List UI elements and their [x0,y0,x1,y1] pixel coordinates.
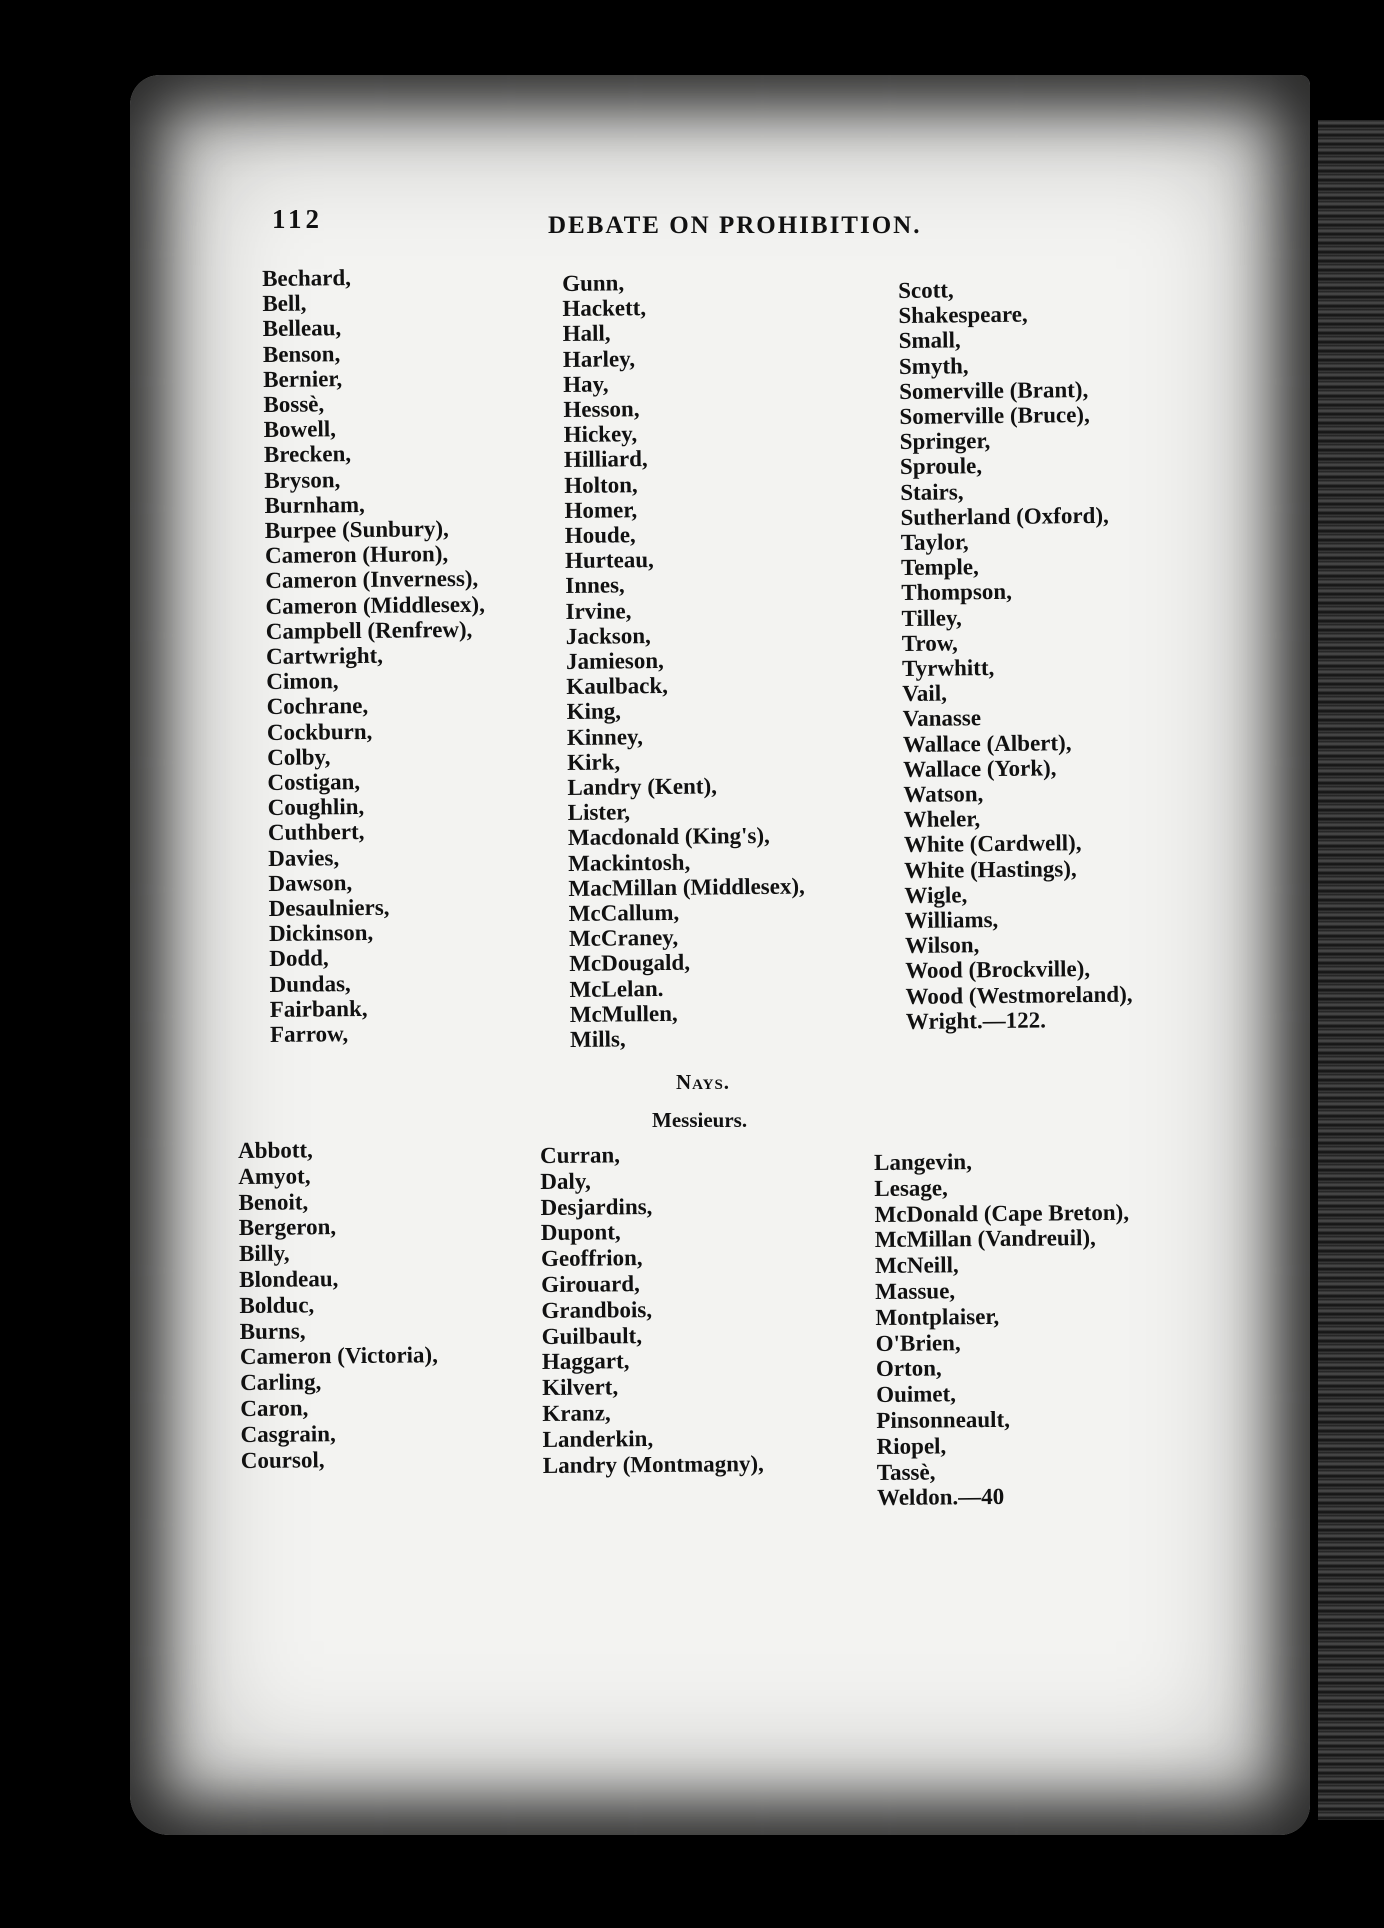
member-name: Coughlin, [267,794,365,821]
member-name: King, [566,698,622,725]
member-name: Taylor, [900,529,969,556]
member-name: Kilvert, [542,1374,619,1401]
member-name: Grandbois, [541,1296,653,1323]
member-name: Cockburn, [266,718,373,745]
member-name: Mills, [569,1026,626,1053]
member-name: Macdonald (King's), [567,823,770,851]
member-name: Casgrain, [240,1420,336,1447]
member-name: Mackintosh, [568,849,691,876]
member-name: Shakespeare, [898,301,1028,329]
member-name: Hickey, [563,421,638,448]
member-name: Farrow, [269,1021,349,1048]
member-name: Carling, [240,1369,322,1396]
member-name: Cimon, [266,668,339,695]
member-name: Weldon.—40 [876,1484,1005,1511]
member-name: Hay, [563,371,609,397]
member-name: Wood (Westmoreland), [905,981,1133,1009]
member-name: Landry (Kent), [567,773,718,801]
member-name: White (Cardwell), [903,830,1082,858]
running-head: DEBATE ON PROHIBITION. [548,212,922,239]
member-name: Dawson, [268,869,353,896]
member-name: Haggart, [541,1348,630,1375]
member-name: Abbott, [238,1137,313,1163]
member-name: Cameron (Inverness), [265,566,479,594]
member-name: Hall, [562,320,611,347]
member-name: McMullen, [569,1000,678,1027]
member-name: Cartwright, [265,642,384,670]
member-name: Cuthbert, [267,819,365,846]
member-name: Campbell (Renfrew), [265,616,473,644]
yeas-column-2 [562,269,807,1053]
member-name: Coursol, [240,1446,325,1473]
member-name: Wigle, [904,882,968,908]
member-name: Landerkin, [542,1425,654,1452]
member-name: Sproule, [899,453,983,480]
member-name: Scott, [898,277,954,303]
nays-heading: Nays. [676,1070,731,1094]
member-name: Kirk, [567,749,621,775]
member-name: MacMillan (Middlesex), [568,873,805,901]
member-name: Burpee (Sunbury), [264,516,449,544]
member-name: Dickinson, [268,920,374,947]
member-name: Innes, [565,572,625,599]
member-name: Geoffrion, [540,1245,643,1272]
member-name: McMillan (Vandreuil), [874,1225,1096,1253]
member-name: Curran, [540,1142,621,1168]
member-name: Orton, [875,1355,942,1382]
member-name: Davies, [268,844,340,871]
nays-column-2 [540,1141,764,1478]
member-name: Cochrane, [266,693,369,720]
member-name: Wright.—122. [905,1007,1047,1034]
member-name: Sutherland (Oxford), [900,502,1109,530]
member-name: Fairbank, [269,995,368,1022]
member-name: Wilson, [904,932,980,959]
member-name: Tilley, [901,604,962,631]
page-number: 112 [272,204,324,234]
member-name: Smyth, [898,352,969,379]
member-name: McNeill, [874,1252,959,1279]
member-name: Belleau, [262,315,342,342]
member-name: Bryson, [264,466,341,493]
member-name: Williams, [904,907,999,934]
member-name: Colby, [267,744,331,770]
member-name: Montplaiser, [875,1303,1000,1330]
member-name: McCallum, [568,899,680,927]
member-name: Temple, [900,554,979,581]
member-name: White (Hastings), [904,855,1077,883]
member-name: Brecken, [263,441,352,468]
member-name: Small, [898,327,961,354]
member-name: Hackett, [562,295,647,322]
member-name: Cameron (Victoria), [239,1342,439,1370]
member-name: Vail, [902,680,948,707]
member-name: Desjardins, [540,1193,653,1220]
member-name: Pinsonneault, [876,1406,1011,1433]
member-name: Bowell, [263,416,337,443]
member-name: Langevin, [874,1149,972,1175]
member-name: Bechard, [262,265,352,291]
member-name: Houde, [564,522,636,549]
member-name: Benoit, [238,1188,309,1215]
member-name: Hesson, [563,396,640,423]
member-name: Tassè, [876,1459,936,1485]
member-name: Wood (Brockville), [905,956,1091,984]
member-name: Jamieson, [565,648,664,675]
member-name: Costigan, [267,769,361,796]
member-name: Gunn, [562,270,625,296]
member-name: Riopel, [876,1433,947,1459]
member-name: Wallace (York), [903,755,1057,782]
member-name: Girouard, [541,1271,640,1297]
member-name: Benson, [262,340,341,367]
member-name: Somerville (Bruce), [899,402,1090,430]
member-name: McLelan. [569,975,664,1002]
member-name: Lesage, [874,1175,948,1201]
member-name: Hurteau, [564,547,654,574]
member-name: Daly, [540,1168,591,1194]
member-name: O'Brien, [875,1329,961,1356]
member-name: Bossè, [263,391,325,418]
yeas-column-3 [898,276,1133,1034]
member-name: Stairs, [900,478,964,505]
member-name: Homer, [564,497,638,523]
nays-column-3 [874,1148,1132,1511]
member-name: Dupont, [540,1219,621,1246]
member-name: Cameron (Huron), [264,541,449,569]
member-name: Caron, [240,1395,309,1421]
member-name: Hilliard, [563,446,648,473]
member-name: Kaulback, [566,673,669,700]
member-name: Watson, [903,781,984,808]
member-name: Bolduc, [239,1292,315,1318]
member-name: Trow, [901,630,958,656]
member-name: McDonald (Cape Breton), [874,1199,1130,1227]
member-name: Landry (Montmagny), [542,1450,764,1478]
member-name: Ouimet, [876,1381,957,1408]
nays-column-1 [238,1136,439,1473]
member-name: Thompson, [901,579,1013,606]
member-name: Holton, [564,471,638,498]
member-name: Somerville (Brant), [899,376,1089,404]
member-name: Harley, [562,345,636,372]
member-name: Kranz, [542,1400,611,1426]
member-name: Dundas, [269,970,351,997]
member-name: Springer, [899,428,991,455]
member-name: Bergeron, [238,1214,337,1241]
member-name: Massue, [875,1278,956,1304]
member-name: Dodd, [269,945,329,972]
member-name: Guilbault, [541,1322,643,1349]
nays-subheading: Messieurs. [652,1108,748,1132]
member-name: Bell, [262,290,307,317]
member-name: Cameron (Middlesex), [265,591,486,619]
member-name: Amyot, [238,1163,311,1189]
member-name: Jackson, [565,622,651,649]
member-name: Vanasse [902,705,982,732]
member-name: Irvine, [565,597,632,624]
member-name: Wheler, [903,806,981,833]
member-name: Blondeau, [239,1266,339,1292]
member-name: Desaulniers, [268,894,390,922]
member-name: Burnham, [264,491,365,518]
member-name: Wallace (Albert), [902,729,1072,757]
member-name: McDougald, [569,950,691,977]
member-name: Burns, [239,1317,306,1344]
member-name: Billy, [238,1240,290,1267]
member-name: Bernier, [263,365,343,392]
member-name: Kinney, [566,723,644,750]
yeas-column-1 [262,264,489,1048]
member-name: Lister, [567,799,631,826]
member-name: McCraney, [568,925,679,952]
member-name: Tyrwhitt, [901,655,995,682]
